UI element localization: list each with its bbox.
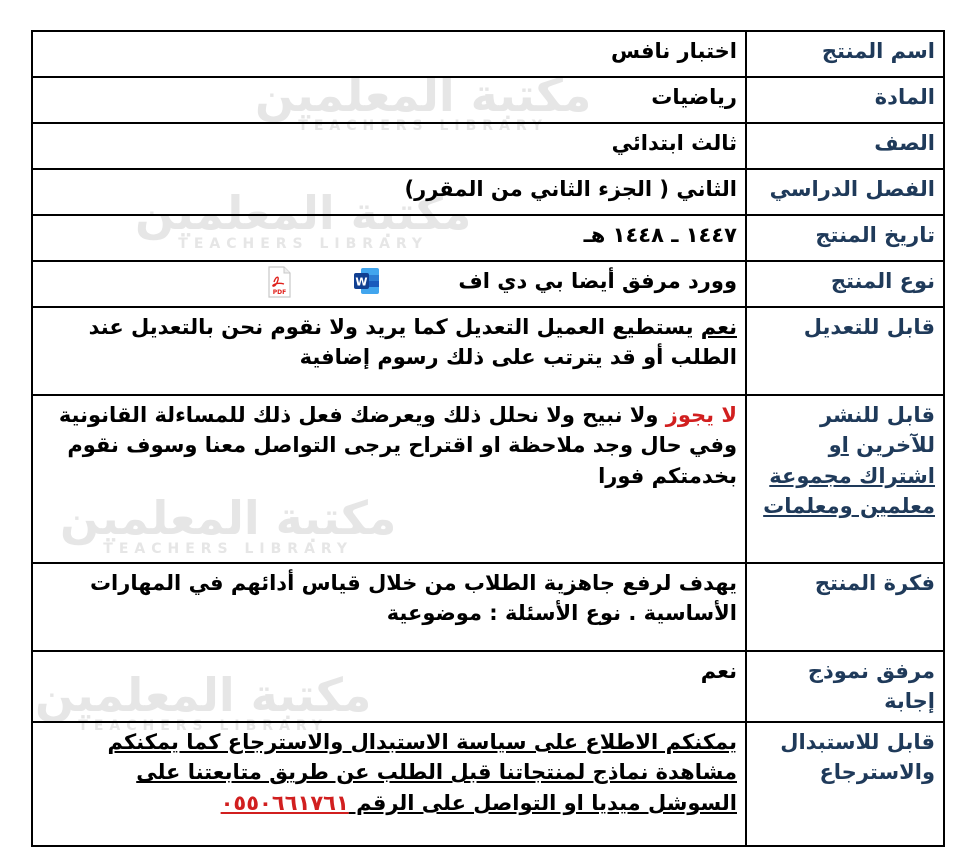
value-exchange-text: يمكنكم الاطلاع على سياسة الاستبدال والاسترجاع كما يمكنكم مشاهدة نماذج لمنتجاتنا قبل الطلب عن طريق متابعتنا على السوشل ميديا او التواصل على الرقم: [107, 729, 737, 815]
label-publish-part1: قابل للنشر للآخرين: [819, 403, 935, 458]
row-subject: [32, 77, 944, 123]
value-editable: [32, 307, 746, 395]
label-subject: المادة: [746, 77, 944, 123]
svg-text:PDF: PDF: [272, 289, 287, 296]
row-exchange: [32, 722, 944, 846]
watermark-english: TEACHERS LIBRARY: [103, 541, 354, 557]
value-semester: الثاني ( الجزء الثاني من المقرر): [32, 169, 746, 215]
row-semester: [32, 169, 944, 215]
value-type: [32, 261, 746, 307]
watermark-english: TEACHERS LIBRARY: [178, 236, 429, 252]
value-editable-yes: نعم: [700, 315, 737, 339]
watermark-arabic: مكتبة المعلمين: [255, 68, 592, 122]
label-exchange: قابل للاستبدال والاسترجاع: [746, 722, 944, 846]
row-answer-key: [32, 651, 944, 722]
svg-text:W: W: [355, 275, 368, 289]
row-type: [32, 261, 944, 307]
watermark-arabic: مكتبة المعلمين: [35, 668, 372, 722]
value-exchange: [32, 722, 746, 846]
value-grade: ثالث ابتدائي: [32, 123, 746, 169]
value-type-text: وورد مرفق أيضا بي دي اف: [458, 269, 737, 293]
value-idea: يهدف لرفع جاهزية الطلاب من خلال قياس أدائهم في المهارات الأساسية . نوع الأسئلة : موضوعية: [32, 563, 746, 651]
label-date: تاريخ المنتج: [746, 215, 944, 261]
value-subject: رياضيات: [32, 77, 746, 123]
label-answer-key: مرفق نموذج إجابة: [746, 651, 944, 722]
label-publish: [746, 395, 944, 563]
label-type: نوع المنتج: [746, 261, 944, 307]
value-date: ١٤٤٧ ـ ١٤٤٨ هـ: [32, 215, 746, 261]
label-grade: الصف: [746, 123, 944, 169]
product-info-table: [31, 30, 945, 847]
row-grade: [32, 123, 944, 169]
value-product-name: اختبار نافس: [32, 31, 746, 77]
row-idea: [32, 563, 944, 651]
value-publish-forbidden: لا يجوز: [665, 403, 737, 427]
watermark-arabic: مكتبة المعلمين: [135, 186, 472, 240]
label-publish-part2: او اشتراك مجموعة معلمين ومعلمات: [763, 433, 935, 519]
label-semester: الفصل الدراسي: [746, 169, 944, 215]
pdf-icon: [265, 266, 293, 298]
value-publish: [32, 395, 746, 563]
watermark-arabic: مكتبة المعلمين: [60, 491, 397, 545]
label-idea: فكرة المنتج: [746, 563, 944, 651]
label-editable: قابل للتعديل: [746, 307, 944, 395]
row-publish: [32, 395, 944, 563]
value-answer-key: نعم: [32, 651, 746, 722]
watermark-english: TEACHERS LIBRARY: [298, 118, 549, 134]
row-date: [32, 215, 944, 261]
value-exchange-phone: ٠٥٥٠٦٦١٧٦١: [220, 790, 349, 815]
word-icon: [353, 266, 381, 298]
value-publish-text: ولا نبيح ولا نحلل ذلك ويعرضك فعل ذلك للمساءلة القانونية وفي حال وجد ملاحظة او اقتراح يرجى التواصل معنا وسوف نقوم بخدمتكم فورا: [58, 403, 737, 488]
row-editable: [32, 307, 944, 395]
value-editable-text: يستطيع العميل التعديل كما يريد ولا نقوم نحن بالتعديل عند الطلب أو قد يترتب على ذلك رسوم إضافية: [88, 315, 737, 370]
file-icons: [265, 266, 381, 298]
row-product-name: [32, 31, 944, 77]
label-product-name: اسم المنتج: [746, 31, 944, 77]
watermark-english: TEACHERS LIBRARY: [78, 718, 329, 734]
